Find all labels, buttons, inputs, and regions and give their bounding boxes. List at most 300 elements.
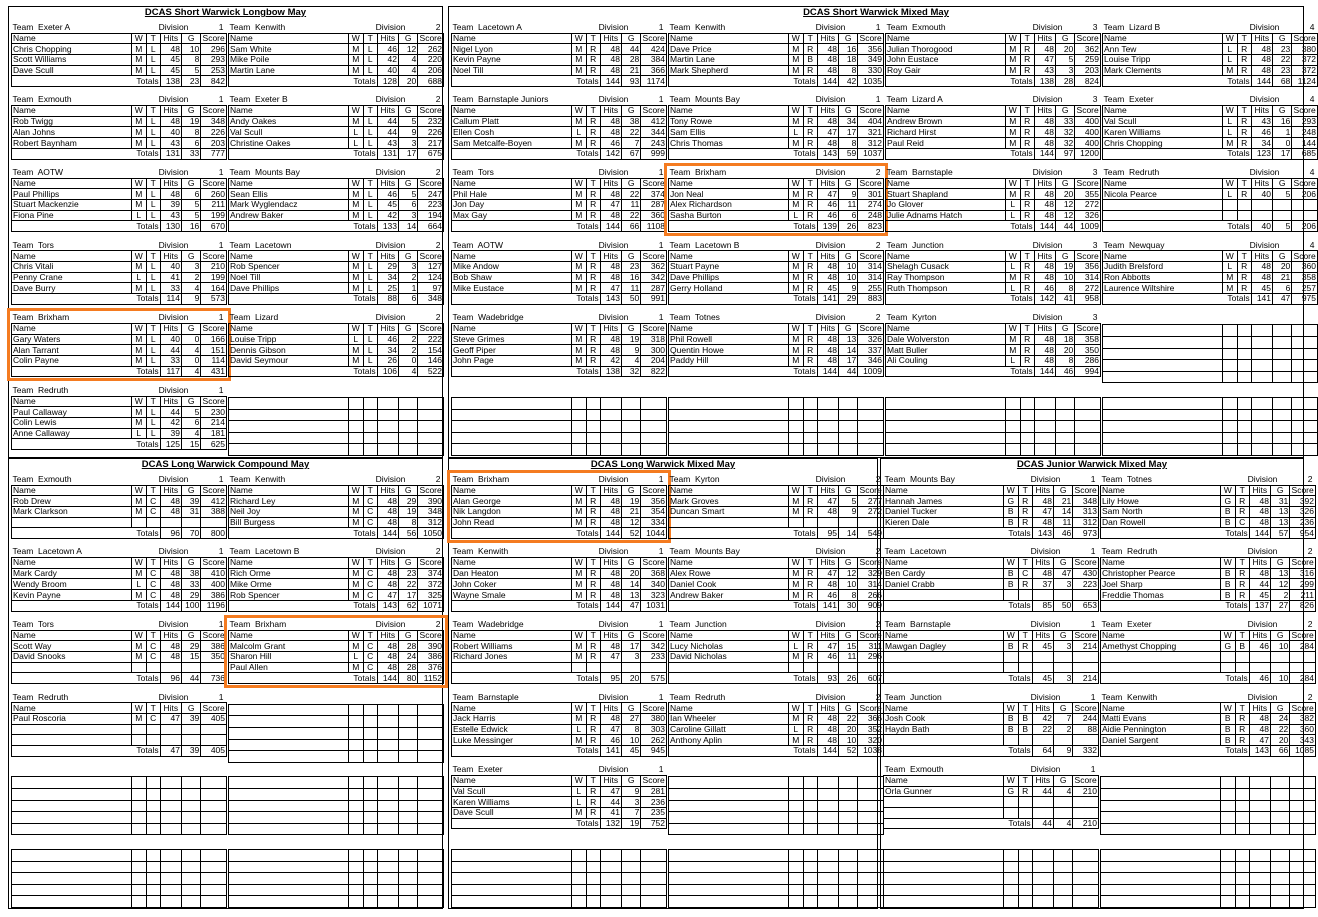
score: 210 — [201, 261, 227, 272]
bow-type: R — [803, 127, 817, 138]
golds: 14 — [839, 345, 858, 356]
hits: 48 — [1251, 54, 1272, 65]
archer-row — [1101, 506, 1316, 517]
archer-name: Jon Day — [452, 200, 572, 211]
blank-cell — [858, 421, 884, 433]
archer-row — [1103, 261, 1318, 272]
blank-cell — [571, 861, 586, 873]
column-score: Score — [419, 484, 442, 495]
column-score: Score — [642, 32, 665, 43]
total-score: 549 — [858, 528, 884, 539]
gender — [131, 517, 146, 528]
team-name: Redruth — [38, 691, 69, 702]
blank-cell — [788, 409, 803, 421]
team-name: Newquay — [1129, 239, 1165, 250]
total-score: 214 — [1073, 673, 1099, 684]
blank-cell — [1292, 325, 1318, 337]
score — [201, 724, 227, 735]
blank-cell — [586, 837, 600, 850]
division-label: Division — [375, 546, 406, 557]
section-frame — [448, 458, 882, 909]
column-hits: Hits — [377, 485, 398, 496]
total-golds: 4 — [399, 366, 418, 377]
column-g: G — [1271, 630, 1290, 641]
blank-cell — [1251, 312, 1272, 325]
archer-name — [452, 662, 572, 673]
totals-label: Totals — [452, 294, 601, 305]
column-w: W — [1220, 485, 1235, 496]
total-golds: 50 — [622, 294, 641, 305]
hits: 42 — [377, 54, 398, 65]
bow-type: R — [1237, 261, 1251, 272]
column-t: T — [1237, 178, 1251, 189]
total-score: 1035 — [858, 76, 884, 87]
hits — [1032, 662, 1053, 673]
archer-row — [452, 662, 667, 673]
column-hits: Hits — [600, 178, 621, 189]
blank-cell — [229, 837, 349, 850]
blank-cell — [571, 409, 586, 421]
hits: 47 — [600, 652, 621, 663]
totals-label: Totals — [452, 366, 601, 377]
column-t: T — [586, 703, 600, 714]
score: 272 — [858, 506, 884, 517]
golds — [182, 517, 201, 528]
archer-row — [1103, 189, 1318, 200]
blank-cell — [788, 432, 803, 444]
blank-cell — [1271, 764, 1290, 777]
column-name: Name — [669, 106, 789, 117]
hits: 43 — [160, 138, 181, 149]
archer-row — [669, 334, 884, 345]
score — [1073, 662, 1099, 673]
blank-cell — [348, 385, 363, 398]
golds: 7 — [1054, 713, 1073, 724]
blank-cell — [348, 884, 363, 896]
team-scorecard — [883, 474, 1099, 539]
hits: 47 — [817, 189, 838, 200]
archer-row — [229, 579, 444, 590]
total-hits: 95 — [817, 528, 838, 539]
hits: 48 — [817, 506, 838, 517]
hits: 48 — [377, 506, 398, 517]
column-g: G — [182, 251, 201, 262]
gender: M — [1005, 65, 1020, 76]
score: 214 — [201, 417, 227, 428]
bow-type: R — [803, 724, 817, 735]
column-g: G — [622, 106, 641, 117]
golds: 3 — [182, 261, 201, 272]
hits: 48 — [600, 506, 621, 517]
gender: L — [1005, 283, 1020, 294]
team-label: Team — [1103, 94, 1125, 105]
blank-cell — [1251, 325, 1272, 337]
column-name: Name — [12, 703, 132, 714]
blank-cell — [1075, 444, 1101, 456]
gender: B — [1220, 517, 1235, 528]
total-hits: 144 — [1251, 76, 1272, 87]
blank-cell — [1249, 896, 1270, 908]
golds — [182, 662, 201, 673]
blank-cell — [418, 398, 444, 410]
golds: 3 — [399, 138, 418, 149]
team-name: Exeter — [1129, 94, 1154, 105]
gender: M — [1222, 138, 1237, 149]
team-header — [229, 619, 364, 630]
gender — [571, 662, 586, 673]
column-w: W — [1005, 323, 1020, 334]
bow-type: R — [586, 127, 600, 138]
blank-cell — [1273, 371, 1292, 383]
bow-type: L — [363, 261, 377, 272]
score: 253 — [201, 65, 227, 76]
archer-name — [1103, 210, 1223, 221]
bow-type: R — [803, 355, 817, 366]
total-golds: 100 — [182, 600, 201, 611]
archer-name: Jon Neal — [669, 189, 789, 200]
archer-row — [452, 590, 667, 601]
totals-label: Totals — [452, 600, 601, 611]
blank-cell — [884, 896, 1004, 908]
column-g: G — [1056, 178, 1075, 189]
column-t: T — [146, 396, 160, 407]
archer-row — [669, 54, 884, 65]
score: 325 — [418, 590, 444, 601]
blank-cell — [1290, 884, 1316, 896]
archer-row — [229, 189, 444, 200]
golds: 13 — [1271, 568, 1290, 579]
team-label: Team — [1101, 618, 1123, 629]
team-scorecard — [11, 619, 227, 684]
column-w: W — [571, 630, 586, 641]
golds: 12 — [1056, 200, 1075, 211]
hits: 48 — [600, 44, 621, 55]
gender: M — [348, 54, 363, 65]
division-header — [803, 692, 858, 703]
totals-row — [452, 221, 667, 232]
totals-row — [12, 528, 227, 539]
team-scorecard — [451, 22, 667, 87]
gender: L — [348, 334, 363, 345]
gender: M — [788, 189, 803, 200]
gender: M — [348, 261, 363, 272]
gender: M — [788, 138, 803, 149]
bow-type: R — [1020, 272, 1034, 283]
blank-cell — [1101, 777, 1221, 789]
total-hits: 143 — [377, 600, 398, 611]
blank-cell — [641, 398, 667, 410]
blank-cell — [817, 823, 838, 835]
team-name: AOTW — [37, 166, 64, 177]
column-score: Score — [859, 250, 882, 261]
score: 372 — [1292, 54, 1318, 65]
column-w: W — [131, 396, 146, 407]
gender: M — [131, 713, 146, 724]
golds: 12 — [1056, 210, 1075, 221]
column-score: Score — [1291, 630, 1314, 641]
column-w: W — [131, 558, 146, 569]
column-w: W — [788, 630, 803, 641]
blank-cell — [160, 873, 181, 885]
blank-cell — [886, 444, 1006, 456]
blank-cell — [146, 896, 160, 908]
archer-row — [229, 652, 444, 663]
team-header — [886, 240, 1021, 251]
blank-cell — [399, 444, 418, 456]
totals-row — [884, 673, 1099, 684]
blank-cell — [229, 385, 349, 398]
team-header — [886, 95, 1021, 106]
bow-type: R — [586, 261, 600, 272]
column-score: Score — [1074, 775, 1097, 786]
golds: 1 — [1273, 127, 1292, 138]
hits: 43 — [160, 210, 181, 221]
division-number: 2 — [1307, 546, 1313, 557]
blank-cell — [348, 751, 363, 763]
archer-row — [452, 579, 667, 590]
column-t: T — [586, 630, 600, 641]
score: 342 — [641, 641, 667, 652]
blank-cell — [348, 861, 363, 873]
blank-cell — [839, 788, 858, 800]
score: 356 — [858, 44, 884, 55]
team-scorecard — [1102, 167, 1318, 232]
hits: 47 — [817, 127, 838, 138]
gender: M — [788, 345, 803, 356]
hits: 48 — [1034, 272, 1055, 283]
blank-cell — [377, 704, 398, 716]
hits: 47 — [1034, 54, 1055, 65]
column-name: Name — [12, 323, 132, 334]
blank-cell — [1034, 432, 1055, 444]
hits: 44 — [377, 127, 398, 138]
gender: M — [571, 65, 586, 76]
blank-cell — [817, 432, 838, 444]
archer-name — [884, 807, 1004, 818]
blank-cell — [884, 837, 1004, 850]
team-header — [884, 764, 1019, 775]
team-name: Brixham — [695, 166, 727, 177]
archer-row — [1101, 517, 1316, 528]
blank-cell — [839, 409, 858, 421]
blank-cell — [788, 861, 803, 873]
column-w: W — [1222, 106, 1237, 117]
division-header — [146, 692, 201, 703]
column-name: Name — [229, 558, 349, 569]
total-golds: 56 — [399, 528, 418, 539]
archer-row — [452, 355, 667, 366]
gender: B — [1003, 641, 1018, 652]
score: 194 — [418, 210, 444, 221]
golds: 4 — [399, 54, 418, 65]
archer-row — [886, 138, 1101, 149]
column-name: Name — [452, 630, 572, 641]
blank-cell — [669, 432, 789, 444]
score: 220 — [418, 54, 444, 65]
division-label: Division — [1032, 21, 1063, 32]
blank-cell — [182, 850, 201, 862]
column-hits: Hits — [1034, 33, 1055, 44]
score: 144 — [1292, 138, 1318, 149]
blank-cell — [600, 409, 621, 421]
totals-row — [452, 76, 667, 87]
score: 314 — [858, 272, 884, 283]
gender: B — [1220, 724, 1235, 735]
gender — [1222, 200, 1237, 211]
totals-row — [1103, 221, 1318, 232]
column-name: Name — [886, 33, 1006, 44]
gender: M — [571, 138, 586, 149]
total-golds: 52 — [622, 528, 641, 539]
golds: 2 — [399, 334, 418, 345]
score: 386 — [418, 652, 444, 663]
division-number: 4 — [1309, 239, 1315, 250]
archer-row — [884, 506, 1099, 517]
bow-type: C — [1235, 517, 1249, 528]
blank-cell — [600, 884, 621, 896]
archer-row — [669, 579, 884, 590]
team-scorecard — [668, 240, 884, 305]
blank-cell — [399, 850, 418, 862]
team-scorecard — [883, 692, 1099, 757]
division-number: 2 — [435, 618, 441, 629]
team-label: Team — [229, 312, 251, 323]
team-label: Team — [1103, 239, 1125, 250]
column-g: G — [622, 251, 641, 262]
blank-cell — [1020, 409, 1034, 421]
bow-type: R — [803, 334, 817, 345]
blank-cell — [1101, 884, 1221, 896]
gender: M — [131, 261, 146, 272]
column-score: Score — [1293, 105, 1316, 116]
blank-cell — [1222, 360, 1237, 372]
total-hits: 141 — [817, 600, 838, 611]
archer-name: Paul Reid — [886, 138, 1006, 149]
total-hits: 143 — [1032, 528, 1053, 539]
bow-type: R — [1020, 127, 1034, 138]
total-golds: 9 — [1054, 746, 1073, 757]
column-name: Name — [452, 558, 572, 569]
blank-cell — [12, 777, 132, 789]
archer-name: Anne Callaway — [12, 428, 132, 439]
golds: 19 — [399, 506, 418, 517]
total-score: 1038 — [858, 746, 884, 757]
division-label: Division — [1249, 21, 1280, 32]
blank-cell — [1075, 421, 1101, 433]
team-label: Team — [12, 473, 34, 484]
archer-row — [12, 407, 227, 418]
bow-type: L — [146, 428, 160, 439]
division-label: Division — [375, 473, 406, 484]
golds: 0 — [1273, 138, 1292, 149]
bow-type: R — [586, 65, 600, 76]
gender: M — [131, 116, 146, 127]
column-hits: Hits — [817, 33, 838, 44]
score: 260 — [201, 189, 227, 200]
bow-type: R — [803, 44, 817, 55]
team-label: Team — [229, 546, 251, 557]
team-label: Team — [452, 764, 474, 775]
blank-cell — [1251, 385, 1272, 398]
column-w: W — [131, 323, 146, 334]
archer-row — [452, 641, 667, 652]
blank-cell — [1235, 800, 1249, 812]
golds: 2 — [1054, 724, 1073, 735]
gender: M — [571, 713, 586, 724]
archer-name: Josh Cook — [884, 713, 1004, 724]
archer-row — [884, 807, 1099, 818]
blank-cell — [399, 432, 418, 444]
totals-label: Totals — [452, 76, 601, 87]
score: 404 — [858, 116, 884, 127]
bow-type: R — [1018, 517, 1032, 528]
blank-cell — [1249, 777, 1270, 789]
archer-name — [669, 517, 789, 528]
golds: 3 — [399, 261, 418, 272]
archer-name: Noel Till — [452, 65, 572, 76]
archer-name: Dave Scull — [452, 807, 572, 818]
archer-name: Scott Way — [12, 641, 132, 652]
archer-row — [229, 65, 444, 76]
team-header — [452, 619, 587, 630]
bow-type: L — [363, 200, 377, 211]
blank-cell — [1054, 896, 1073, 908]
totals-row — [886, 76, 1101, 87]
column-w: W — [788, 323, 803, 334]
golds: 22 — [622, 189, 641, 200]
blank-cell — [229, 751, 349, 763]
column-hits: Hits — [1251, 178, 1272, 189]
blank-cell — [399, 692, 418, 705]
blank-cell — [1237, 385, 1251, 398]
division-number: 1 — [218, 239, 224, 250]
division-label: Division — [158, 618, 189, 629]
column-name: Name — [12, 485, 132, 496]
blank-cell — [803, 812, 817, 824]
archer-name: Dan Heaton — [452, 568, 572, 579]
team-name: Exmouth — [38, 94, 72, 105]
total-score: 800 — [201, 528, 227, 539]
hits: 48 — [817, 54, 838, 65]
golds: 34 — [839, 116, 858, 127]
gender: M — [571, 807, 586, 818]
column-w: W — [348, 485, 363, 496]
blank-cell — [160, 884, 181, 896]
team-header — [229, 240, 364, 251]
golds: 29 — [182, 590, 201, 601]
archer-name: Louise Tripp — [1103, 54, 1223, 65]
column-w: W — [1003, 775, 1018, 786]
team-scorecard — [11, 385, 227, 450]
team-scorecard — [451, 619, 667, 684]
golds: 24 — [399, 652, 418, 663]
blank-cell — [1222, 385, 1237, 398]
gender — [1003, 807, 1018, 818]
column-name: Name — [452, 178, 572, 189]
team-name: Lacetown B — [695, 239, 740, 250]
blank-cell — [803, 421, 817, 433]
division-header — [146, 22, 201, 33]
blank-cell — [363, 385, 377, 398]
team-scorecard — [451, 95, 667, 160]
team-scorecard — [883, 619, 1099, 684]
score: 386 — [201, 590, 227, 601]
golds: 29 — [182, 641, 201, 652]
column-name: Name — [229, 323, 349, 334]
gender — [1003, 652, 1018, 663]
bow-type: R — [1018, 786, 1032, 797]
archer-row — [1103, 200, 1318, 211]
